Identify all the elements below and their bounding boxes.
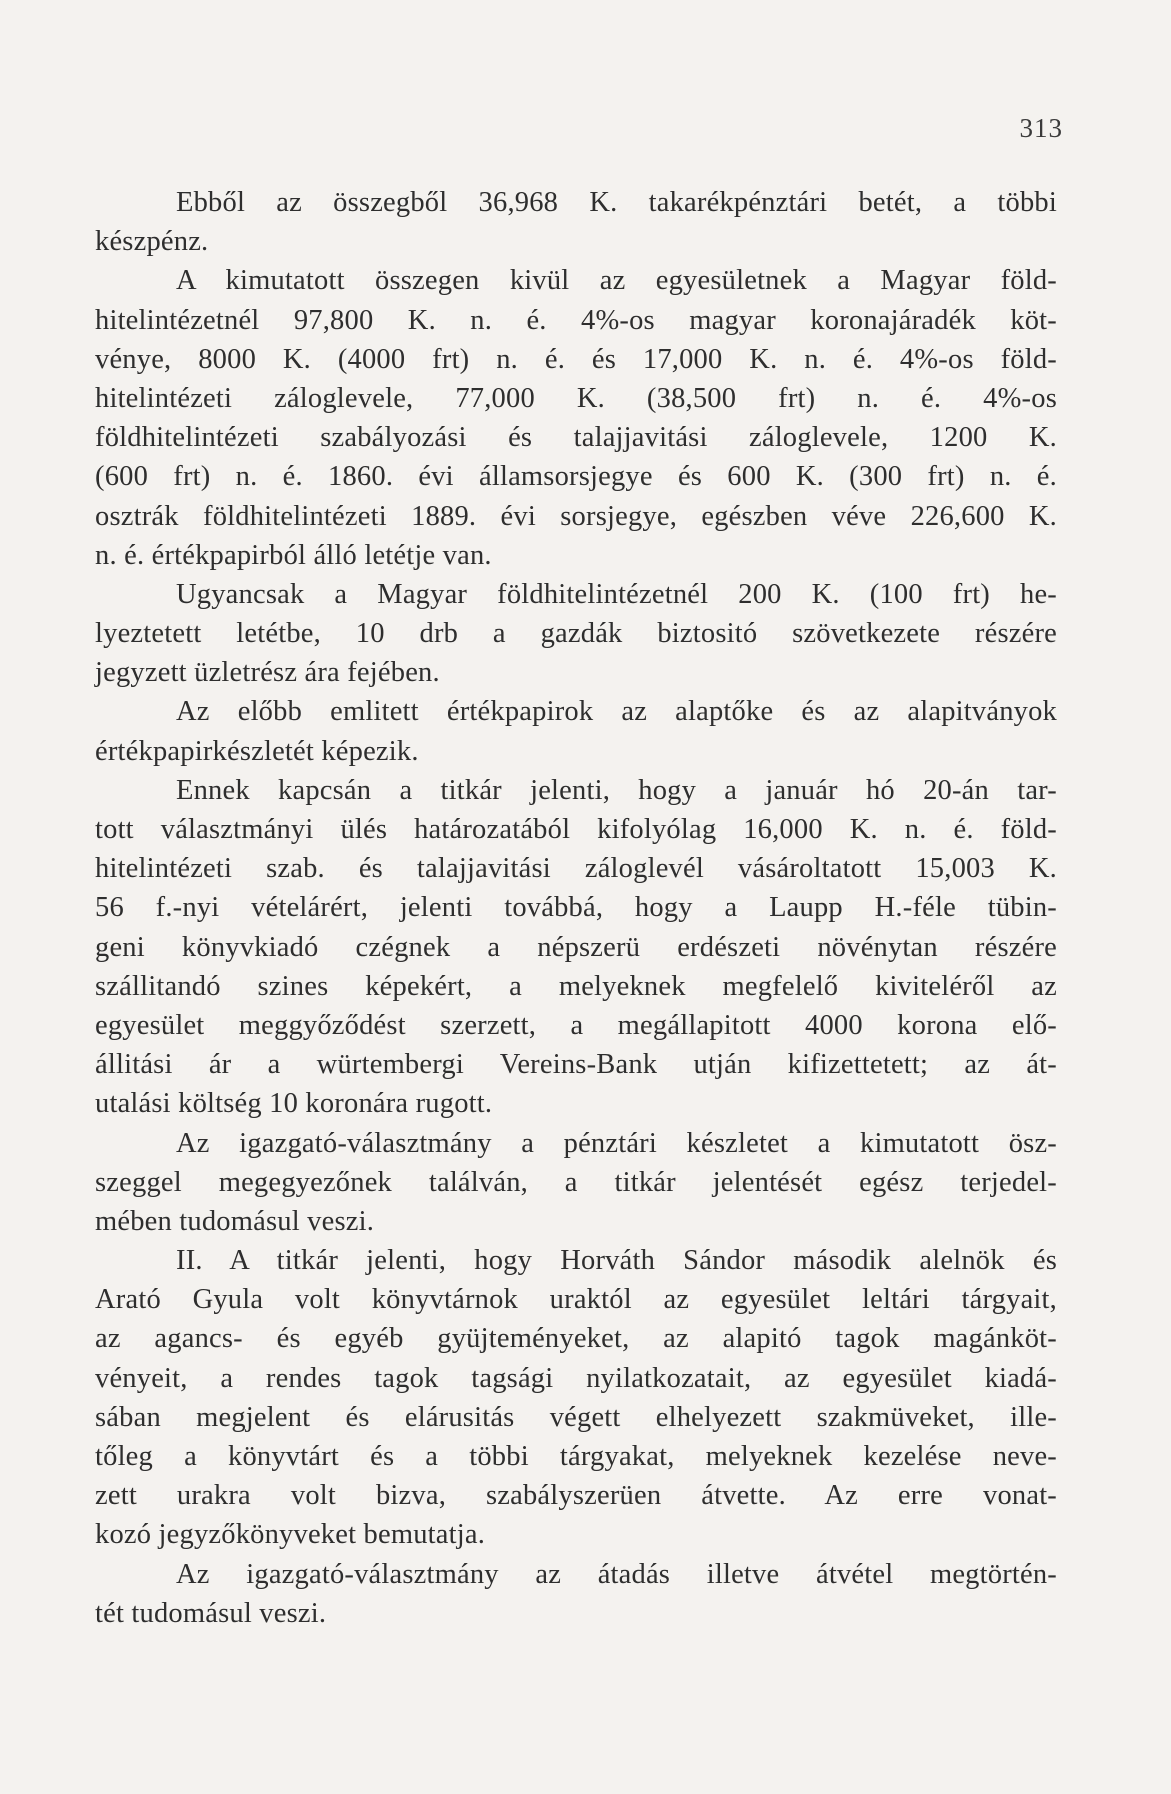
text-line: (600 frt) n. é. 1860. évi államsorsjegye és 600 K. (300 frt) n. é.: [95, 461, 1057, 493]
text-line: szállitandó szines képekért, a melyeknek megfelelő kiviteléről az: [95, 970, 1057, 1002]
text-line: 56 f.-nyi vételárért, jelenti továbbá, hogy a Laupp H.-féle tübin-: [95, 892, 1057, 924]
text-line: A kimutatott összegen kivül az egyesületnek a Magyar föld-: [176, 265, 1057, 297]
text-line: Arató Gyula volt könyvtárnok uraktól az egyesület leltári tárgyait,: [95, 1284, 1057, 1316]
text-line: Ugyancsak a Magyar földhitelintézetnél 200 K. (100 frt) he-: [176, 578, 1057, 610]
text-line: vénye, 8000 K. (4000 frt) n. é. és 17,000 K. n. é. 4%-os föld-: [95, 343, 1057, 375]
text-line: tét tudomásul veszi.: [95, 1597, 327, 1629]
text-line: lyeztetett letétbe, 10 drb a gazdák biztositó szövetkezete részére: [95, 618, 1057, 650]
text-line: II. A titkár jelenti, hogy Horváth Sándor második alelnök és: [176, 1245, 1057, 1277]
text-line: osztrák földhitelintézeti 1889. évi sorsjegye, egészben véve 226,600 K.: [95, 500, 1057, 532]
text-line: értékpapirkészletét képezik.: [95, 735, 419, 767]
text-line: állitási ár a würtembergi Vereins-Bank utján kifizettetett; az át-: [95, 1049, 1057, 1081]
text-line: tott választmányi ülés határozatából kifolyólag 16,000 K. n. é. föld-: [95, 814, 1057, 845]
text-line: geni könyvkiadó czégnek a népszerü erdészeti növénytan részére: [95, 931, 1057, 963]
body-text: [95, 183, 1057, 1633]
text-line: jegyzett üzletrész ára fejében.: [95, 657, 440, 689]
text-line: földhitelintézeti szabályozási és talajjavitási záloglevele, 1200 K.: [95, 422, 1057, 454]
text-line: zett urakra volt bizva, szabályszerüen átvette. Az erre vonat-: [95, 1480, 1057, 1512]
text-line: tőleg a könyvtárt és a többi tárgyakat, melyeknek kezelése neve-: [95, 1441, 1057, 1472]
text-line: utalási költség 10 koronára rugott.: [95, 1088, 493, 1120]
text-line: egyesület meggyőződést szerzett, a megállapitott 4000 korona elő-: [95, 1009, 1057, 1041]
text-line: hitelintézeti záloglevele, 77,000 K. (38,500 frt) n. é. 4%-os: [95, 382, 1057, 414]
text-line: Az igazgató-választmány a pénztári készletet a kimutatott ösz-: [176, 1127, 1057, 1159]
text-line: hitelintézeti szab. és talajjavitási záloglevél vásároltatott 15,003 K.: [95, 853, 1057, 885]
text-line: Az igazgató-választmány az átadás illetve átvétel megtörtén-: [176, 1558, 1057, 1590]
text-line: készpénz.: [95, 226, 209, 258]
text-line: sában megjelent és elárusitás végett elhelyezett szakmüveket, ille-: [95, 1401, 1057, 1433]
page-number: 313: [1019, 113, 1063, 143]
text-line: n. é. értékpapirból álló letétje van.: [95, 539, 492, 571]
text-line: az agancs- és egyéb gyüjteményeket, az alapitó tagok magánköt-: [95, 1323, 1057, 1355]
text-line: Az előbb emlitett értékpapirok az alaptőke és az alapitványok: [176, 696, 1057, 728]
text-line: vényeit, a rendes tagok tagsági nyilatkozatait, az egyesület kiadá-: [95, 1362, 1057, 1394]
text-line: hitelintézetnél 97,800 K. n. é. 4%-os magyar koronajáradék köt-: [95, 304, 1057, 336]
text-line: Ennek kapcsán a titkár jelenti, hogy a január hó 20-án tar-: [176, 774, 1057, 806]
text-line: Ebből az összegből 36,968 K. takarékpénztári betét, a többi: [176, 187, 1057, 218]
text-line: szeggel megegyezőnek találván, a titkár jelentését egész terjedel-: [95, 1166, 1057, 1198]
text-line: kozó jegyzőkönyveket bemutatja.: [95, 1519, 486, 1551]
text-line: mében tudomásul veszi.: [95, 1205, 375, 1237]
